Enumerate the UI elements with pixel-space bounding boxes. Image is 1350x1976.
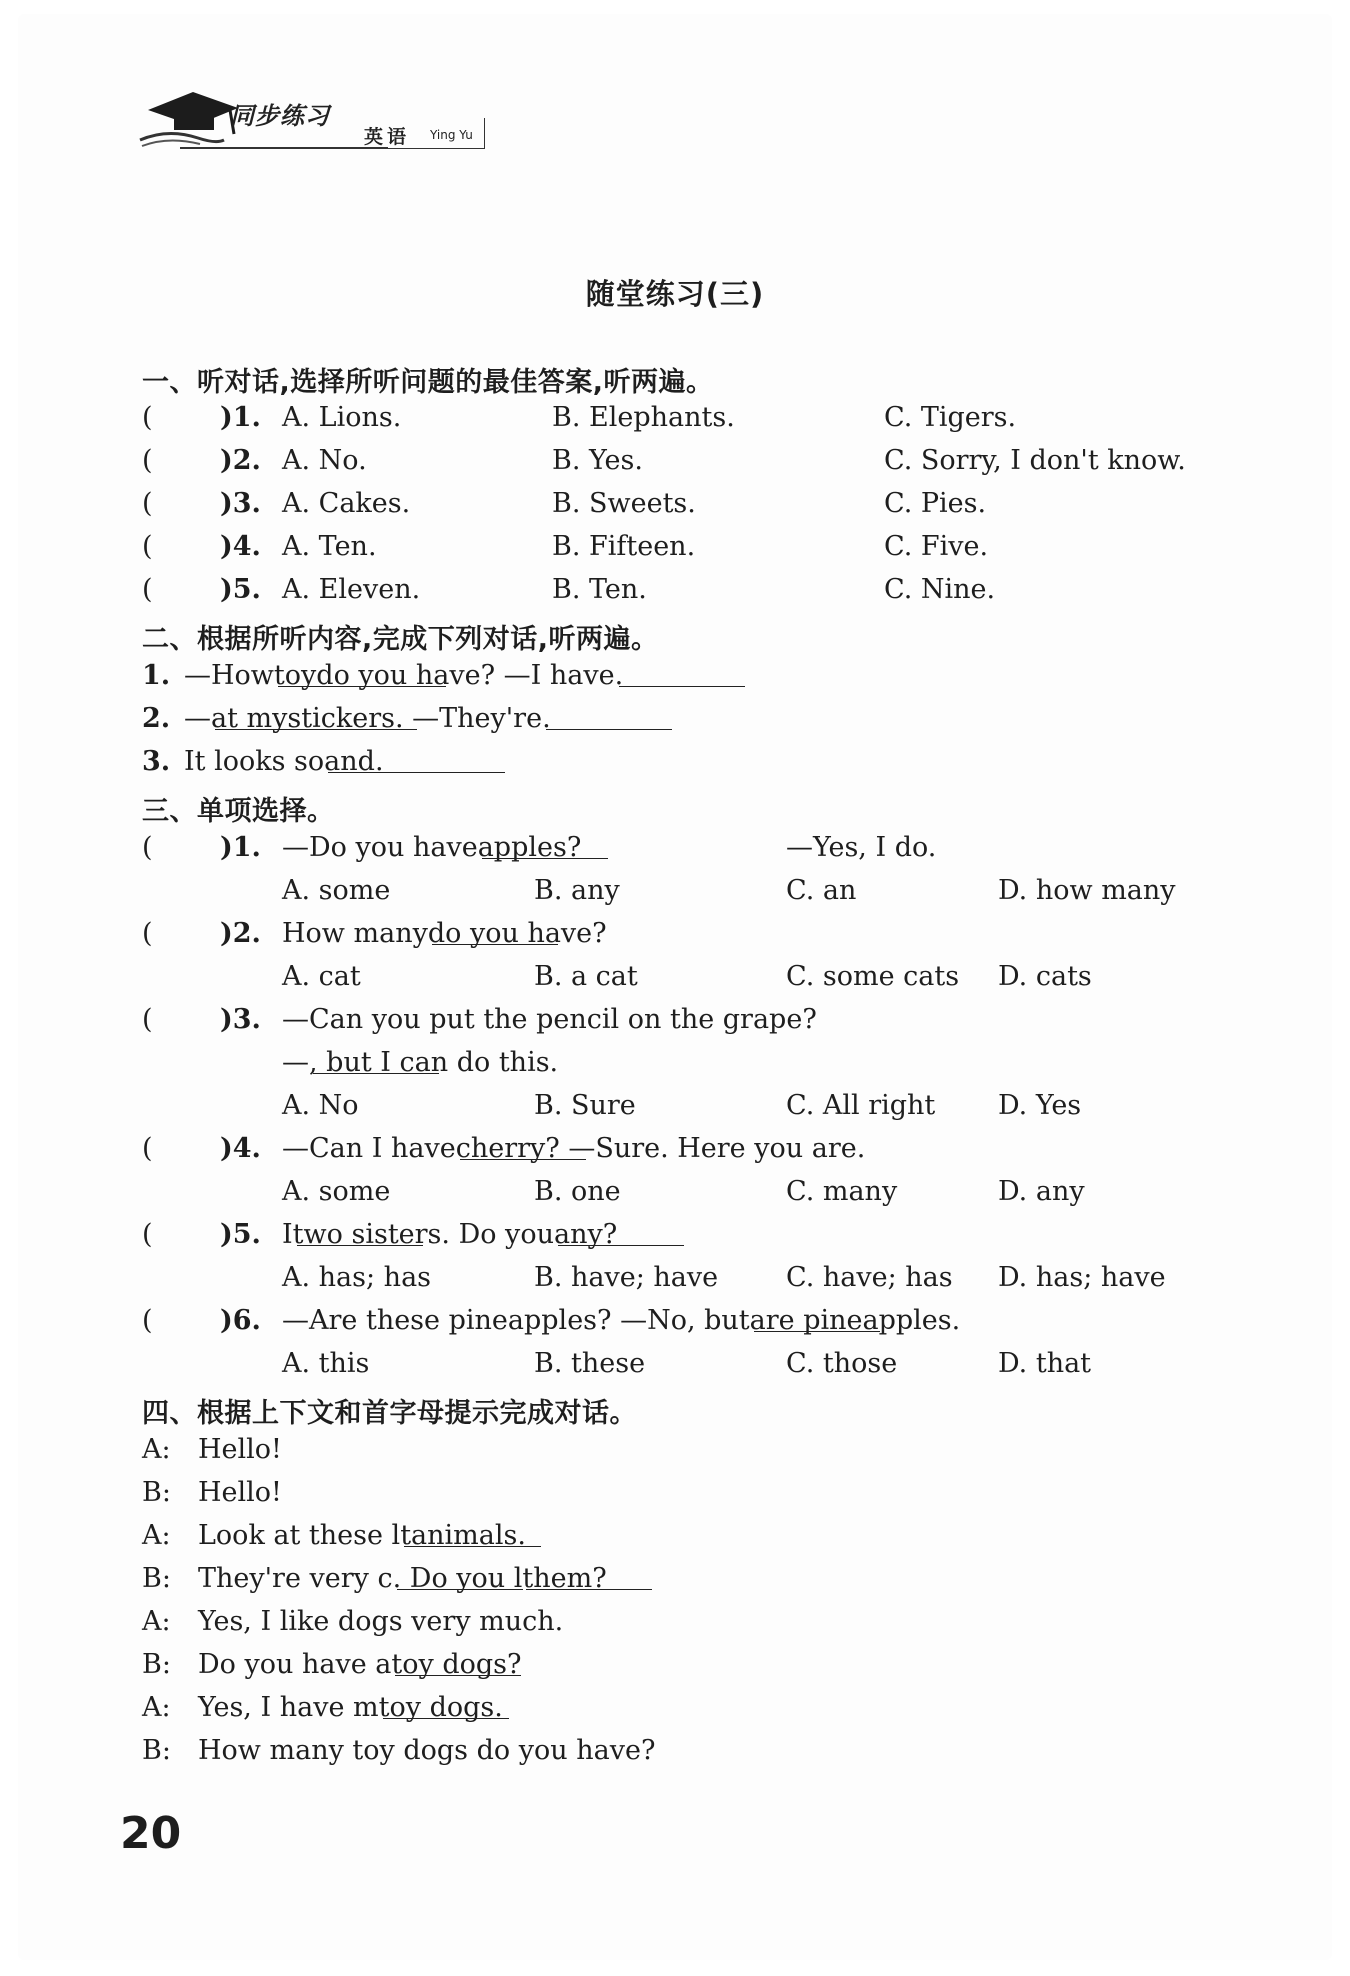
blank-field[interactable] [482,832,608,859]
dialogue-line-6 [142,1649,1290,1691]
dialogue-text: toy dogs. [378,1692,503,1723]
option-b: B. Elephants. [552,402,735,433]
s3-q6-options [142,1348,1290,1390]
answer-paren[interactable]: ( [142,574,153,605]
page-title: 随堂练习(三) [585,277,765,311]
option-d: D. has; have [998,1262,1166,1293]
question-number: )2. [220,445,261,476]
dialogue-line-1 [142,1434,1290,1476]
stem-text: —Yes, I do. [786,832,937,863]
blank-field[interactable] [432,918,558,945]
option-c: C. Sorry, I don't know. [884,445,1186,476]
section1-heading: 一、听对话,选择所听问题的最佳答案,听两遍。 [142,367,714,398]
blank-field[interactable] [460,1133,586,1160]
dialogue-text: They're very c [198,1563,393,1594]
text: . [542,703,551,734]
line-number: 3. [142,746,171,777]
question-number: )2. [220,918,261,949]
blank-field[interactable] [415,1520,541,1547]
dialogue-text: Do you have a [198,1649,392,1680]
blank-field[interactable] [397,1563,523,1590]
dialogue-text: Hello! [198,1434,282,1465]
s3-question-2 [142,918,1290,960]
dialogue-text: t [400,1520,412,1551]
option-a: A. cat [282,961,361,992]
s2-line-3 [142,746,1290,788]
s3-q1-options [142,875,1290,917]
blank-field[interactable] [313,1047,439,1074]
option-a: A. some [282,875,391,906]
section3-heading: 三、单项选择。 [142,796,335,827]
option-b: B. these [534,1348,646,1379]
option-b: B. Sweets. [552,488,696,519]
blank-field[interactable] [383,1692,509,1719]
stem-text: are pineapples. [749,1305,961,1336]
answer-paren[interactable]: ( [142,1219,153,1250]
text: stickers. —They're [287,703,543,734]
option-a: A. Eleven. [282,574,421,605]
speaker-label: B: [142,1477,171,1508]
option-c: C. some cats [786,961,960,992]
page-number: 20 [120,1808,182,1859]
stem-text: any? [553,1219,618,1250]
question-number: )5. [220,574,261,605]
text: . [614,660,624,691]
stem-text: I [282,1219,293,1250]
line-number: 2. [142,703,171,734]
option-d: D. cats [998,961,1092,992]
answer-paren[interactable]: ( [142,918,153,949]
speaker-label: A: [142,1520,171,1551]
text: toy [273,660,317,691]
option-a: A. Lions. [282,402,402,433]
s3-question-1 [142,832,1290,874]
blank-field[interactable] [558,1219,684,1246]
option-b: B. one [534,1176,621,1207]
option-b: B. any [534,875,620,906]
s1-question-3 [142,488,1290,530]
dialogue-text: Hello! [198,1477,282,1508]
option-d: D. any [998,1176,1085,1207]
dialogue-line-7 [142,1692,1290,1734]
option-c: C. Pies. [884,488,987,519]
blank-field[interactable] [395,1649,521,1676]
blank-field[interactable] [546,703,672,730]
answer-paren[interactable]: ( [142,1004,153,1035]
option-b: B. Fifteen. [552,531,696,562]
stem-text: — [282,1047,309,1078]
question-number: )4. [220,531,261,562]
subject-label: 英语 [364,126,411,148]
option-b: B. Ten. [552,574,647,605]
speaker-label: B: [142,1649,171,1680]
text: — [184,703,211,734]
stem-text: —Do you have [282,832,478,863]
series-title: 同步练习 [230,102,330,130]
option-a: A. Cakes. [282,488,411,519]
s3-q5-options [142,1262,1290,1304]
s1-question-4 [142,531,1290,573]
answer-paren[interactable]: ( [142,1133,153,1164]
answer-paren[interactable]: ( [142,1305,153,1336]
question-number: )6. [220,1305,261,1336]
option-d: D. that [998,1348,1092,1379]
s3-question-6 [142,1305,1290,1347]
speaker-label: A: [142,1692,171,1723]
blank-field[interactable] [291,703,417,730]
blank-field[interactable] [619,660,745,687]
section2-heading: 二、根据所听内容,完成下列对话,听两遍。 [142,624,659,655]
stem-text: —Can I have [282,1133,456,1164]
text: . [374,746,384,777]
s3-question-3 [142,1004,1290,1046]
stem-text: How many [282,918,428,949]
section4-heading: 四、根据上下文和首字母提示完成对话。 [142,1398,637,1429]
option-c: C. have; has [786,1262,953,1293]
text: —How [184,660,274,691]
question-number: )1. [220,832,261,863]
dialogue-text: How many toy dogs do you have? [198,1735,656,1766]
s2-line-1 [142,660,1290,702]
option-b: B. a cat [534,961,638,992]
answer-paren[interactable]: ( [142,445,153,476]
option-c: C. an [786,875,857,906]
option-c: C. Nine. [884,574,996,605]
dialogue-text: Look at these l [198,1520,401,1551]
text: at my [211,703,288,734]
option-b: B. have; have [534,1262,719,1293]
blank-field[interactable] [526,1563,652,1590]
answer-paren[interactable]: ( [142,832,153,863]
line-number: 1. [142,660,171,691]
option-a: A. No [282,1090,359,1121]
text: It looks so [184,746,325,777]
dialogue-text: Yes, I like dogs very much. [198,1606,564,1637]
dialogue-line-8 [142,1735,1290,1777]
s3-q2-options [142,961,1290,1003]
s1-question-2 [142,445,1290,487]
s1-question-5 [142,574,1290,616]
answer-paren[interactable]: ( [142,402,153,433]
blank-field[interactable] [297,1219,423,1246]
stem-text: do you have? [427,918,607,949]
option-a: A. this [282,1348,370,1379]
dialogue-text: them? [522,1563,607,1594]
text: do you have? —I have [316,660,615,691]
question-number: )1. [220,402,261,433]
text: and [324,746,375,777]
speaker-label: A: [142,1606,171,1637]
option-d: D. how many [998,875,1176,906]
s3-q3-options [142,1090,1290,1132]
blank-field[interactable] [754,1305,880,1332]
option-c: C. many [786,1176,898,1207]
answer-paren[interactable]: ( [142,488,153,519]
question-number: )3. [220,1004,261,1035]
header-logo [138,82,498,162]
stem-text: two sisters. Do you [292,1219,554,1250]
speaker-label: A: [142,1434,171,1465]
question-number: )3. [220,488,261,519]
dialogue-text: animals. [411,1520,526,1551]
s3-question-5 [142,1219,1290,1261]
speaker-label: B: [142,1563,171,1594]
dialogue-text: Yes, I have m [198,1692,379,1723]
question-number: )4. [220,1133,261,1164]
dialogue-line-4 [142,1563,1290,1605]
option-a: A. has; has [282,1262,432,1293]
stem-text: —Can you put the pencil on the grape? [282,1004,817,1035]
stem-text: , but I can do this. [309,1047,559,1078]
subject-pinyin: Ying Yu [430,128,473,142]
s3-question-4 [142,1133,1290,1175]
option-c: C. those [786,1348,898,1379]
s3-q4-options [142,1176,1290,1218]
option-a: A. Ten. [282,531,377,562]
dialogue-text: toy dogs? [391,1649,522,1680]
dialogue-line-5 [142,1606,1290,1648]
answer-paren[interactable]: ( [142,531,153,562]
blank-field[interactable] [320,660,446,687]
s1-question-1 [142,402,1290,444]
s3-q3-response [142,1047,1290,1089]
option-b: B. Yes. [552,445,643,476]
s2-line-2 [142,703,1290,745]
option-a: A. No. [282,445,367,476]
dialogue-text: . Do you l [392,1563,523,1594]
dialogue-line-2 [142,1477,1290,1519]
option-c: C. Five. [884,531,989,562]
speaker-label: B: [142,1735,171,1766]
stem-text: —Are these pineapples? —No, but [282,1305,750,1336]
blank-field[interactable] [379,746,505,773]
option-c: C. All right [786,1090,936,1121]
stem-text: cherry? —Sure. Here you are. [455,1133,866,1164]
stem-text: apples? [477,832,582,863]
question-number: )5. [220,1219,261,1250]
option-d: D. Yes [998,1090,1082,1121]
option-b: B. Sure [534,1090,636,1121]
option-a: A. some [282,1176,391,1207]
dialogue-line-3 [142,1520,1290,1562]
option-c: C. Tigers. [884,402,1017,433]
